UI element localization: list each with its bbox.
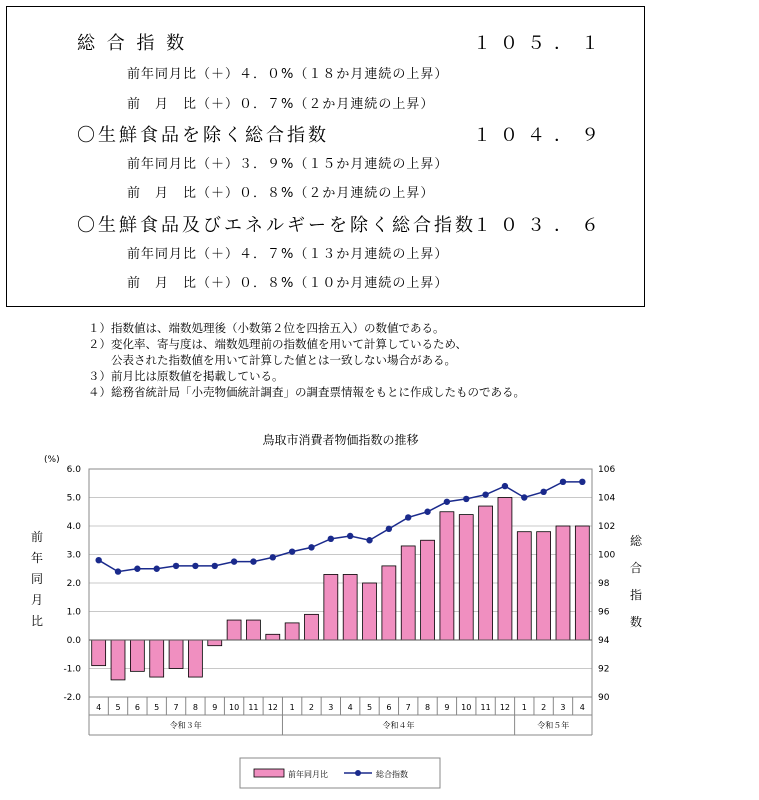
x-tick-label: 11	[248, 703, 259, 712]
summary-title-1: 総 合 指 数	[77, 33, 188, 54]
bar-yoy	[363, 583, 377, 640]
summary-mom-3: 前 月 比（＋）０．８%（１０か月連続の上昇）	[127, 276, 449, 291]
x-tick-label: 9	[212, 703, 218, 712]
point-index	[231, 558, 237, 564]
bar-yoy	[188, 640, 202, 677]
point-index	[250, 558, 256, 564]
x-tick-label: 10	[229, 703, 240, 712]
point-index	[444, 499, 450, 505]
notes	[88, 320, 525, 400]
bar-yoy	[556, 526, 570, 640]
x-tick-label: 3	[560, 703, 566, 712]
bar-yoy	[111, 640, 125, 680]
x-tick-label: 6	[386, 703, 392, 712]
y-tick-left: 2.0	[66, 579, 81, 589]
bar-yoy	[382, 566, 396, 640]
bar-yoy	[227, 620, 241, 640]
point-index	[579, 479, 585, 485]
year-label: 令和５年	[537, 721, 570, 730]
point-index	[134, 566, 140, 572]
y-tick-right: 104	[598, 493, 616, 504]
note-3: 公表された指数値を用いて計算した値とは一致しない場合がある。	[88, 353, 456, 367]
point-index	[502, 483, 508, 489]
bar-yoy	[343, 574, 357, 640]
point-index	[386, 526, 392, 532]
bar-yoy	[208, 640, 222, 646]
bar-yoy	[324, 574, 338, 640]
bar-yoy	[285, 623, 299, 640]
summary-title-3: 〇生鮮食品及びエネルギーを除く総合指数	[77, 215, 476, 236]
x-tick-label: 4	[347, 703, 353, 712]
y-label-left-char: 前	[30, 530, 44, 544]
left-axis-unit: (%)	[44, 455, 60, 465]
note-5: ４）総務省統計局「小売物価統計調査」の調査票情報をもとに作成したものである。	[88, 385, 525, 399]
y-label-right-char: 指	[629, 588, 643, 602]
y-tick-left: 1.0	[66, 607, 81, 618]
point-index	[212, 563, 218, 569]
y-tick-left: 4.0	[66, 522, 81, 532]
point-index	[366, 537, 372, 543]
point-index	[115, 568, 121, 574]
y-label-left-char: 年	[30, 551, 44, 565]
x-tick-label: 7	[405, 703, 411, 712]
point-index	[540, 489, 546, 495]
x-tick-label: 5	[154, 703, 160, 712]
y-label-right-char: 総	[629, 534, 643, 548]
y-tick-right: 100	[598, 550, 616, 561]
x-tick-label: 8	[425, 703, 431, 712]
legend-swatch-marker	[355, 770, 361, 776]
y-tick-right: 102	[598, 522, 616, 532]
bar-yoy	[130, 640, 144, 671]
summary-yoy-3: 前年同月比（＋）４．７%（１３か月連続の上昇）	[127, 247, 449, 262]
bar-yoy	[169, 640, 183, 669]
bar-yoy	[150, 640, 164, 677]
note-4: ３）前月比は原数値を掲載している。	[88, 369, 284, 383]
bar-yoy	[421, 540, 435, 640]
bar-yoy	[498, 498, 512, 641]
point-index	[192, 563, 198, 569]
x-tick-label: 9	[444, 703, 450, 712]
bar-yoy	[266, 634, 280, 640]
x-tick-label: 2	[541, 703, 547, 712]
x-tick-label: 1	[289, 703, 295, 712]
point-index	[347, 533, 353, 539]
point-index	[95, 557, 101, 563]
x-tick-label: 8	[192, 703, 198, 712]
point-index	[328, 536, 334, 542]
summary-value-2: １０４．９	[473, 125, 608, 146]
point-index	[270, 554, 276, 560]
point-index	[560, 479, 566, 485]
y-tick-left: -2.0	[63, 693, 81, 703]
x-tick-label: 4	[579, 703, 585, 712]
point-index	[424, 509, 430, 515]
year-label: 令和３年	[169, 721, 202, 730]
cpi-chart	[0, 428, 759, 800]
point-index	[173, 563, 179, 569]
x-tick-label: 12	[499, 703, 511, 712]
x-tick-label: 2	[308, 703, 315, 712]
summary-value-1: １０５．１	[473, 33, 608, 54]
x-tick-label: 3	[328, 703, 334, 712]
point-index	[154, 566, 160, 572]
bar-yoy	[575, 526, 589, 640]
point-index	[308, 544, 314, 550]
y-label-right-char: 数	[629, 615, 643, 629]
bar-yoy	[305, 614, 319, 640]
legend-label-index: 総合指数	[376, 770, 408, 779]
summary-yoy-1: 前年同月比（＋）４．０%（１８か月連続の上昇）	[127, 67, 449, 82]
y-label-left-char: 同	[30, 572, 44, 586]
x-tick-label: 6	[134, 703, 140, 712]
point-index	[405, 514, 411, 520]
bar-yoy	[459, 515, 473, 640]
year-label: 令和４年	[382, 721, 415, 730]
summary-value-3: １０３．６	[473, 215, 608, 236]
legend-swatch-bar	[254, 769, 284, 777]
y-tick-right: 98	[598, 579, 610, 589]
x-tick-label: 10	[461, 703, 472, 712]
bar-yoy	[479, 506, 493, 640]
bar-yoy	[401, 546, 415, 640]
x-tick-label: 5	[366, 703, 373, 712]
y-label-left-char: 比	[30, 614, 44, 628]
point-index	[463, 496, 469, 502]
bar-yoy	[92, 640, 106, 666]
summary-mom-2: 前 月 比（＋）０．８%（２か月連続の上昇）	[127, 186, 435, 201]
x-tick-label: 11	[480, 703, 491, 712]
x-tick-label: 12	[267, 703, 278, 712]
y-tick-right: 92	[598, 664, 610, 675]
y-tick-right: 90	[598, 693, 610, 703]
point-index	[521, 494, 527, 500]
x-tick-label: 5	[115, 703, 121, 712]
y-tick-right: 96	[598, 607, 610, 618]
bar-yoy	[440, 512, 454, 640]
summary-mom-1: 前 月 比（＋）０．７%（２か月連続の上昇）	[127, 97, 435, 112]
y-tick-left: 6.0	[66, 465, 81, 475]
y-tick-left: 5.0	[66, 493, 81, 504]
y-tick-right: 94	[598, 636, 610, 646]
chart-title: 鳥取市消費者物価指数の推移	[262, 433, 419, 447]
bar-yoy	[537, 532, 551, 640]
point-index	[482, 491, 488, 497]
bar-yoy	[246, 620, 260, 640]
legend-label-yoy: 前年同月比	[288, 770, 328, 779]
point-index	[289, 548, 295, 554]
x-tick-label: 4	[96, 703, 102, 712]
y-tick-right: 106	[598, 465, 616, 475]
bar-yoy	[517, 532, 531, 640]
y-tick-left: 3.0	[66, 550, 81, 561]
y-label-left-char: 月	[30, 593, 44, 607]
note-2: ２）変化率、寄与度は、端数処理前の指数値を用いて計算しているため、	[88, 337, 468, 351]
summary-title-2: 〇生鮮食品を除く総合指数	[77, 125, 329, 146]
y-tick-left: -1.0	[63, 664, 81, 675]
x-tick-label: 1	[521, 703, 527, 712]
y-tick-left: 0.0	[66, 636, 81, 646]
summary-yoy-2: 前年同月比（＋）３．９%（１５か月連続の上昇）	[127, 157, 449, 172]
y-label-right-char: 合	[629, 561, 643, 575]
summary-box	[6, 6, 645, 307]
note-1: １）指数値は、端数処理後（小数第２位を四捨五入）の数値である。	[88, 321, 445, 335]
x-tick-label: 7	[173, 703, 179, 712]
